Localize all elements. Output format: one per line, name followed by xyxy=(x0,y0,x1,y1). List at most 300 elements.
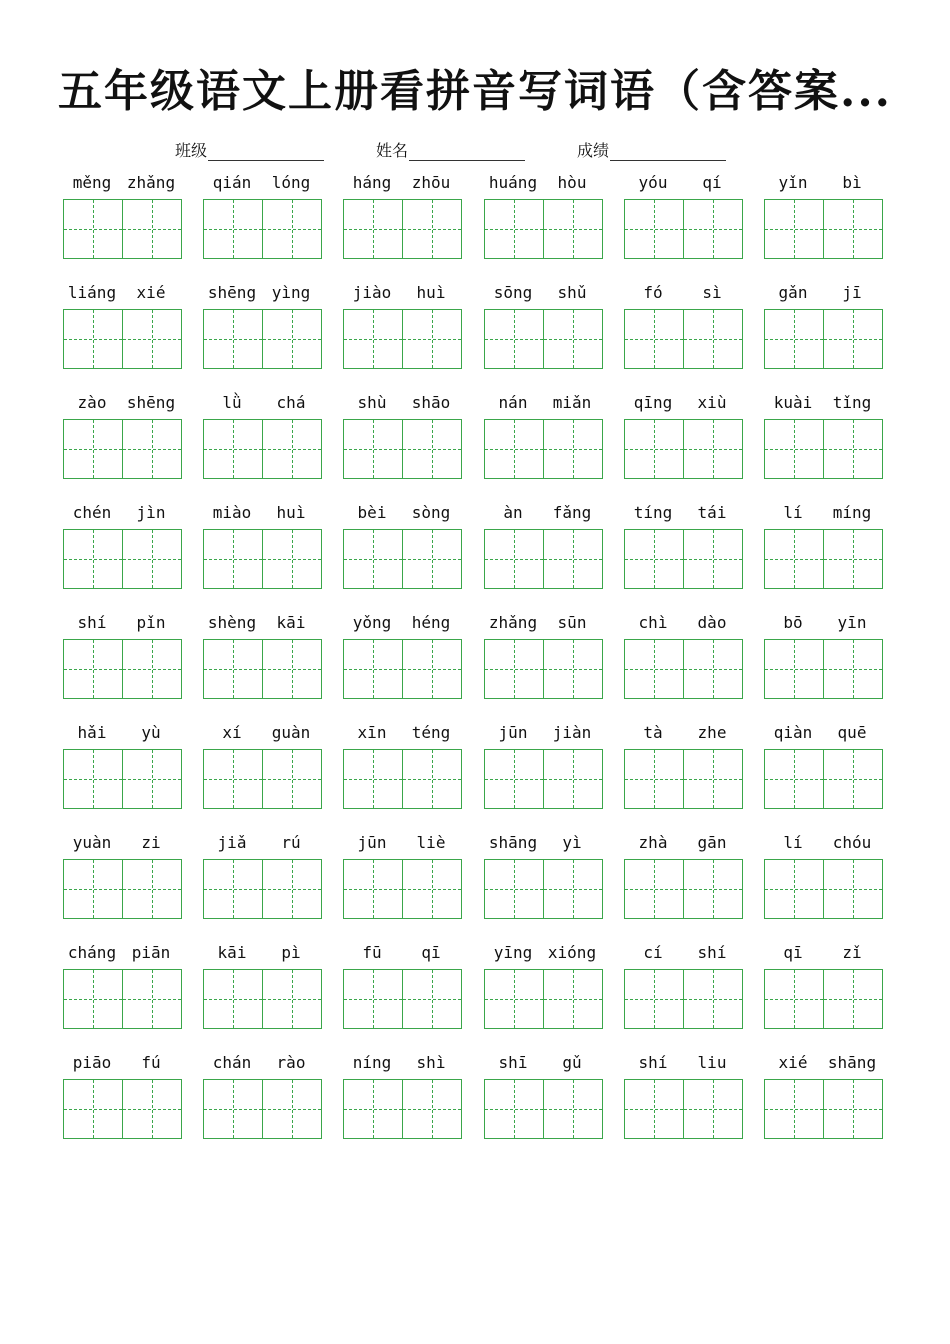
cell-guide-vertical xyxy=(373,640,374,698)
cell-guide-vertical xyxy=(713,860,714,918)
cell-guide-vertical xyxy=(93,200,94,258)
cell-guide-vertical xyxy=(152,970,153,1028)
pinyin-label: jiǎ xyxy=(217,833,247,852)
pinyin-label: zhe xyxy=(697,723,727,742)
cell-guide-vertical xyxy=(853,530,854,588)
cell-guide-vertical xyxy=(233,530,234,588)
cell-guide-vertical xyxy=(292,750,293,808)
pinyin-label: lí xyxy=(783,503,803,522)
writing-cell[interactable] xyxy=(764,199,824,259)
word-item xyxy=(764,832,884,922)
writing-cell[interactable] xyxy=(203,309,263,369)
cell-guide-vertical xyxy=(573,200,574,258)
pinyin-label: liè xyxy=(416,833,446,852)
writing-cell[interactable] xyxy=(343,969,403,1029)
writing-cell[interactable] xyxy=(484,749,544,809)
word-row xyxy=(63,832,893,922)
pinyin-label: shēng xyxy=(207,283,257,302)
writing-cell[interactable] xyxy=(122,969,182,1029)
class-blank-line[interactable] xyxy=(208,144,324,161)
cell-guide-vertical xyxy=(373,200,374,258)
writing-cell[interactable] xyxy=(63,309,123,369)
writing-cell[interactable] xyxy=(262,639,322,699)
pinyin-label: yīng xyxy=(493,943,533,962)
writing-cell[interactable] xyxy=(122,749,182,809)
writing-cell[interactable] xyxy=(484,309,544,369)
cell-guide-vertical xyxy=(794,640,795,698)
word-item xyxy=(484,1052,604,1142)
pinyin-label: shāo xyxy=(411,393,451,412)
writing-cell[interactable] xyxy=(823,639,883,699)
word-item xyxy=(63,942,183,1032)
pinyin-label: cháng xyxy=(67,943,117,962)
word-item xyxy=(343,612,463,702)
writing-cell[interactable] xyxy=(343,199,403,259)
pinyin-label: piāo xyxy=(72,1053,112,1072)
writing-cell[interactable] xyxy=(203,969,263,1029)
writing-cell[interactable] xyxy=(262,859,322,919)
pinyin-label: shǔ xyxy=(557,283,587,302)
writing-cell[interactable] xyxy=(63,529,123,589)
pinyin-label: fó xyxy=(643,283,663,302)
writing-cell[interactable] xyxy=(122,639,182,699)
cell-guide-vertical xyxy=(573,420,574,478)
writing-cell[interactable] xyxy=(624,749,684,809)
writing-cell[interactable] xyxy=(203,419,263,479)
pinyin-label: chén xyxy=(72,503,112,522)
cell-guide-vertical xyxy=(654,750,655,808)
cell-guide-vertical xyxy=(432,860,433,918)
word-item xyxy=(484,282,604,372)
writing-cell[interactable] xyxy=(764,749,824,809)
cell-guide-vertical xyxy=(432,200,433,258)
writing-cell[interactable] xyxy=(683,419,743,479)
pinyin-label: quē xyxy=(837,723,867,742)
writing-cell[interactable] xyxy=(262,199,322,259)
cell-guide-vertical xyxy=(93,860,94,918)
pinyin-label: nán xyxy=(498,393,528,412)
word-item xyxy=(484,172,604,262)
cell-guide-vertical xyxy=(853,750,854,808)
writing-cell[interactable] xyxy=(262,749,322,809)
cell-guide-vertical xyxy=(292,860,293,918)
pinyin-label: jiào xyxy=(352,283,392,302)
cell-guide-vertical xyxy=(654,640,655,698)
writing-cell[interactable] xyxy=(262,1079,322,1139)
writing-cell[interactable] xyxy=(624,859,684,919)
writing-cell[interactable] xyxy=(262,309,322,369)
writing-cell[interactable] xyxy=(484,419,544,479)
cell-guide-vertical xyxy=(713,750,714,808)
cell-guide-vertical xyxy=(713,530,714,588)
writing-cell[interactable] xyxy=(122,199,182,259)
writing-cell[interactable] xyxy=(543,1079,603,1139)
writing-cell[interactable] xyxy=(122,859,182,919)
writing-cell[interactable] xyxy=(63,859,123,919)
cell-guide-vertical xyxy=(233,310,234,368)
word-item xyxy=(63,612,183,702)
word-item xyxy=(764,722,884,812)
cell-guide-vertical xyxy=(233,750,234,808)
word-item xyxy=(484,502,604,592)
pinyin-label: chóu xyxy=(832,833,872,852)
writing-cell[interactable] xyxy=(624,639,684,699)
pinyin-label: gǎn xyxy=(778,283,808,302)
writing-cell[interactable] xyxy=(683,859,743,919)
pinyin-label: chì xyxy=(638,613,668,632)
cell-guide-vertical xyxy=(853,420,854,478)
writing-cell[interactable] xyxy=(63,969,123,1029)
cell-guide-vertical xyxy=(93,640,94,698)
writing-cell[interactable] xyxy=(543,419,603,479)
pinyin-label: lǜ xyxy=(222,393,242,412)
word-item xyxy=(203,942,323,1032)
writing-cell[interactable] xyxy=(764,529,824,589)
writing-cell[interactable] xyxy=(543,309,603,369)
pinyin-label: xí xyxy=(222,723,242,742)
word-item xyxy=(624,832,744,922)
writing-cell[interactable] xyxy=(203,199,263,259)
pinyin-label: huì xyxy=(416,283,446,302)
writing-cell[interactable] xyxy=(203,859,263,919)
writing-cell[interactable] xyxy=(63,1079,123,1139)
writing-cell[interactable] xyxy=(63,749,123,809)
word-item xyxy=(764,612,884,702)
word-item xyxy=(203,172,323,262)
word-item xyxy=(63,1052,183,1142)
writing-cell[interactable] xyxy=(624,309,684,369)
cell-guide-vertical xyxy=(152,860,153,918)
writing-cell[interactable] xyxy=(63,199,123,259)
pinyin-label: zào xyxy=(77,393,107,412)
word-item xyxy=(624,612,744,702)
pinyin-label: huáng xyxy=(488,173,538,192)
cell-guide-vertical xyxy=(152,530,153,588)
writing-cell[interactable] xyxy=(624,969,684,1029)
cell-guide-vertical xyxy=(853,860,854,918)
page-title: 五年级语文上册看拼音写词语（含答案... xyxy=(58,66,892,117)
cell-guide-vertical xyxy=(514,200,515,258)
cell-guide-vertical xyxy=(233,970,234,1028)
writing-cell[interactable] xyxy=(823,1079,883,1139)
word-item xyxy=(764,392,884,482)
writing-cell[interactable] xyxy=(203,1079,263,1139)
pinyin-label: héng xyxy=(411,613,451,632)
cell-guide-vertical xyxy=(853,310,854,368)
word-item xyxy=(343,282,463,372)
writing-cell[interactable] xyxy=(683,199,743,259)
pinyin-label: hǎi xyxy=(77,723,107,742)
writing-cell[interactable] xyxy=(63,639,123,699)
word-item xyxy=(203,502,323,592)
cell-guide-vertical xyxy=(292,1080,293,1138)
class-field[interactable] xyxy=(175,138,324,161)
word-item xyxy=(624,392,744,482)
pinyin-label: kuài xyxy=(773,393,813,412)
writing-cell[interactable] xyxy=(543,639,603,699)
writing-cell[interactable] xyxy=(543,969,603,1029)
writing-cell[interactable] xyxy=(402,859,462,919)
word-item xyxy=(624,1052,744,1142)
pinyin-label: kāi xyxy=(276,613,306,632)
cell-guide-vertical xyxy=(654,1080,655,1138)
cell-guide-vertical xyxy=(713,640,714,698)
cell-guide-vertical xyxy=(233,1080,234,1138)
writing-cell[interactable] xyxy=(823,529,883,589)
writing-cell[interactable] xyxy=(823,309,883,369)
pinyin-label: gān xyxy=(697,833,727,852)
cell-guide-vertical xyxy=(233,420,234,478)
writing-cell[interactable] xyxy=(402,969,462,1029)
pinyin-label: shù xyxy=(357,393,387,412)
pinyin-label: qí xyxy=(702,173,722,192)
cell-guide-vertical xyxy=(432,1080,433,1138)
writing-cell[interactable] xyxy=(343,419,403,479)
writing-cell[interactable] xyxy=(63,419,123,479)
cell-guide-vertical xyxy=(794,530,795,588)
writing-cell[interactable] xyxy=(122,309,182,369)
writing-cell[interactable] xyxy=(683,749,743,809)
writing-cell[interactable] xyxy=(764,309,824,369)
writing-cell[interactable] xyxy=(402,199,462,259)
name-blank-line[interactable] xyxy=(409,144,525,161)
writing-cell[interactable] xyxy=(683,969,743,1029)
writing-cell[interactable] xyxy=(343,529,403,589)
writing-cell[interactable] xyxy=(624,529,684,589)
writing-cell[interactable] xyxy=(543,199,603,259)
pinyin-label: rào xyxy=(276,1053,306,1072)
writing-cell[interactable] xyxy=(484,859,544,919)
writing-cell[interactable] xyxy=(624,1079,684,1139)
pinyin-label: sūn xyxy=(557,613,587,632)
pinyin-label: xiù xyxy=(697,393,727,412)
writing-cell[interactable] xyxy=(823,749,883,809)
word-row xyxy=(63,172,893,262)
pinyin-label: kāi xyxy=(217,943,247,962)
word-row xyxy=(63,502,893,592)
cell-guide-vertical xyxy=(654,200,655,258)
cell-guide-vertical xyxy=(654,970,655,1028)
writing-cell[interactable] xyxy=(343,859,403,919)
cell-guide-vertical xyxy=(373,420,374,478)
writing-cell[interactable] xyxy=(122,419,182,479)
pinyin-label: zhǎng xyxy=(126,173,176,192)
cell-guide-vertical xyxy=(794,310,795,368)
writing-cell[interactable] xyxy=(764,419,824,479)
pinyin-label: yīn xyxy=(837,613,867,632)
word-item xyxy=(203,1052,323,1142)
writing-cell[interactable] xyxy=(823,969,883,1029)
cell-guide-vertical xyxy=(233,200,234,258)
pinyin-label: miǎn xyxy=(552,393,592,412)
writing-cell[interactable] xyxy=(683,1079,743,1139)
name-label: 姓名 xyxy=(376,141,409,160)
writing-cell[interactable] xyxy=(764,639,824,699)
cell-guide-vertical xyxy=(654,310,655,368)
writing-cell[interactable] xyxy=(823,199,883,259)
writing-cell[interactable] xyxy=(624,199,684,259)
word-item xyxy=(764,1052,884,1142)
writing-cell[interactable] xyxy=(262,419,322,479)
score-label: 成绩 xyxy=(577,141,610,160)
writing-cell[interactable] xyxy=(764,969,824,1029)
pinyin-label: háng xyxy=(352,173,392,192)
pinyin-label: shāng xyxy=(827,1053,877,1072)
cell-guide-vertical xyxy=(713,970,714,1028)
pinyin-label: xié xyxy=(136,283,166,302)
writing-cell[interactable] xyxy=(122,529,182,589)
cell-guide-vertical xyxy=(713,420,714,478)
word-item xyxy=(203,612,323,702)
word-item xyxy=(203,832,323,922)
writing-cell[interactable] xyxy=(484,529,544,589)
pinyin-label: àn xyxy=(503,503,523,522)
cell-guide-vertical xyxy=(853,970,854,1028)
word-item xyxy=(624,502,744,592)
word-item xyxy=(484,722,604,812)
writing-cell[interactable] xyxy=(764,1079,824,1139)
writing-cell[interactable] xyxy=(764,859,824,919)
writing-cell[interactable] xyxy=(122,1079,182,1139)
writing-cell[interactable] xyxy=(683,529,743,589)
pinyin-label: yǒng xyxy=(352,613,392,632)
cell-guide-vertical xyxy=(573,1080,574,1138)
score-field[interactable] xyxy=(577,138,726,161)
writing-cell[interactable] xyxy=(484,1079,544,1139)
cell-guide-vertical xyxy=(713,310,714,368)
word-item xyxy=(63,282,183,372)
writing-cell[interactable] xyxy=(624,419,684,479)
pinyin-label: jī xyxy=(842,283,862,302)
word-row xyxy=(63,612,893,702)
cell-guide-vertical xyxy=(432,530,433,588)
writing-cell[interactable] xyxy=(343,749,403,809)
pinyin-label: níng xyxy=(352,1053,392,1072)
writing-cell[interactable] xyxy=(402,529,462,589)
word-item xyxy=(343,832,463,922)
pinyin-label: jūn xyxy=(357,833,387,852)
writing-cell[interactable] xyxy=(343,639,403,699)
writing-cell[interactable] xyxy=(484,639,544,699)
word-item xyxy=(624,282,744,372)
writing-cell[interactable] xyxy=(203,749,263,809)
cell-guide-vertical xyxy=(514,860,515,918)
pinyin-label: qī xyxy=(421,943,441,962)
cell-guide-vertical xyxy=(853,640,854,698)
writing-cell[interactable] xyxy=(203,639,263,699)
pinyin-label: yù xyxy=(141,723,161,742)
writing-cell[interactable] xyxy=(823,859,883,919)
writing-cell[interactable] xyxy=(402,749,462,809)
word-item xyxy=(484,942,604,1032)
writing-cell[interactable] xyxy=(262,969,322,1029)
pinyin-label: shēng xyxy=(126,393,176,412)
pinyin-label: gǔ xyxy=(562,1053,582,1072)
writing-cell[interactable] xyxy=(343,1079,403,1139)
writing-cell[interactable] xyxy=(343,309,403,369)
writing-cell[interactable] xyxy=(402,639,462,699)
cell-guide-vertical xyxy=(373,860,374,918)
pinyin-label: xié xyxy=(778,1053,808,1072)
cell-guide-vertical xyxy=(713,200,714,258)
pinyin-label: tái xyxy=(697,503,727,522)
pinyin-label: tíng xyxy=(633,503,673,522)
writing-cell[interactable] xyxy=(262,529,322,589)
writing-cell[interactable] xyxy=(543,859,603,919)
pinyin-label: yìng xyxy=(271,283,311,302)
writing-cell[interactable] xyxy=(683,639,743,699)
writing-cell[interactable] xyxy=(823,419,883,479)
word-item xyxy=(343,722,463,812)
cell-guide-vertical xyxy=(292,970,293,1028)
word-item xyxy=(764,172,884,262)
cell-guide-vertical xyxy=(292,310,293,368)
cell-guide-vertical xyxy=(93,1080,94,1138)
pinyin-label: tà xyxy=(643,723,663,742)
cell-guide-vertical xyxy=(432,750,433,808)
cell-guide-vertical xyxy=(233,860,234,918)
pinyin-label: qiàn xyxy=(773,723,813,742)
writing-cell[interactable] xyxy=(543,749,603,809)
cell-guide-vertical xyxy=(654,420,655,478)
class-label: 班级 xyxy=(175,141,208,160)
pinyin-label: shí xyxy=(638,1053,668,1072)
pinyin-label: jūn xyxy=(498,723,528,742)
pinyin-label: liáng xyxy=(67,283,117,302)
score-blank-line[interactable] xyxy=(610,144,726,161)
writing-cell[interactable] xyxy=(402,1079,462,1139)
cell-guide-vertical xyxy=(93,420,94,478)
cell-guide-vertical xyxy=(152,420,153,478)
pinyin-label: shāng xyxy=(488,833,538,852)
word-item xyxy=(63,502,183,592)
word-row xyxy=(63,392,893,482)
pinyin-label: yì xyxy=(562,833,582,852)
pinyin-label: zhǎng xyxy=(488,613,538,632)
cell-guide-vertical xyxy=(514,1080,515,1138)
pinyin-label: bèi xyxy=(357,503,387,522)
word-row xyxy=(63,942,893,1032)
pinyin-label: yuàn xyxy=(72,833,112,852)
writing-cell[interactable] xyxy=(683,309,743,369)
cell-guide-vertical xyxy=(514,750,515,808)
name-field[interactable] xyxy=(376,138,525,161)
cell-guide-vertical xyxy=(573,860,574,918)
pinyin-label: téng xyxy=(411,723,451,742)
word-item xyxy=(764,502,884,592)
writing-cell[interactable] xyxy=(484,969,544,1029)
cell-guide-vertical xyxy=(573,750,574,808)
word-item xyxy=(63,392,183,482)
word-item xyxy=(343,172,463,262)
writing-cell[interactable] xyxy=(402,309,462,369)
pinyin-label: dào xyxy=(697,613,727,632)
word-item xyxy=(203,282,323,372)
pinyin-label: cí xyxy=(643,943,663,962)
pinyin-label: piān xyxy=(131,943,171,962)
pinyin-label: miào xyxy=(212,503,252,522)
cell-guide-vertical xyxy=(794,970,795,1028)
writing-cell[interactable] xyxy=(484,199,544,259)
pinyin-label: sōng xyxy=(493,283,533,302)
writing-cell[interactable] xyxy=(402,419,462,479)
pinyin-label: shī xyxy=(498,1053,528,1072)
pinyin-label: xióng xyxy=(547,943,597,962)
writing-cell[interactable] xyxy=(543,529,603,589)
writing-cell[interactable] xyxy=(203,529,263,589)
cell-guide-vertical xyxy=(292,420,293,478)
student-info-bar xyxy=(0,138,950,162)
